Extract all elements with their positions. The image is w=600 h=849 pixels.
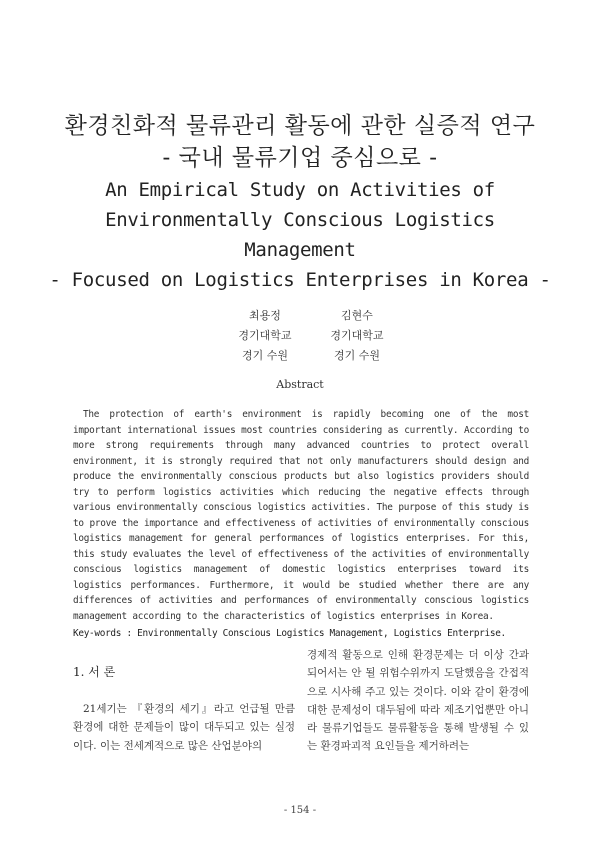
author-name: 김현수 (341, 309, 373, 322)
english-title-line-3: Management (244, 239, 356, 261)
abstract-heading: Abstract (276, 378, 324, 391)
english-title-line-1: An Empirical Study on Activities of (105, 179, 495, 201)
author-affiliation: 경기대학교 (330, 329, 384, 342)
abstract-text: The protection of earth's environment is rapidly becoming one of the most important international issues most countries considering as currently. According to more strong requirements through many advanced countries to protect overall environment, it is strongly required that not only manufacturers should design and produce the environmentally conscious products but also logistics providers should try to perform logistics activities which reducing the negative effects through various environmentally conscious logistics activities. The purpose of this study is to prove the importance and effectiveness of activities of environmentally conscious logistics management for general performances of logistics enterprises. For this, this study evaluates the level of effectiveness of the activities of environmentally conscious logistics management of domestic logistics enterprises toward its logistics performances. Furthermore, it would be studied whether there are any differences of activities and performances of environmentally conscious logistics management according to the characteristics of logistics enterprises in Korea. (73, 409, 529, 622)
english-title-line-2: Environmentally Conscious Logistics (105, 209, 495, 231)
body-column-right: 경제적 활동으로 인해 환경문제는 더 이상 간과되어서는 안 될 위험수위까지 도달했음을 간접적으로 시사해 주고 있는 것이다. 이와 같이 환경에 대한 문제성이 대두됨에 따라 제조기업뿐만 아니라 물류기업들도 물류활동을 통해 발생될 수 있는 환경파괴적 요인들을 제거하려는 (307, 649, 529, 753)
author-affiliation: 경기대학교 (238, 329, 292, 342)
author-name: 최용정 (249, 309, 281, 322)
body-column-left: 21세기는 『환경의 세기』라고 언급될 만큼 환경에 대한 문제들이 많이 대두되고 있는 실정이다. 이는 전세계적으로 많은 산업분야의 (73, 703, 295, 752)
korean-title: 환경친화적 물류관리 활동에 관한 실증적 연구 (64, 113, 536, 139)
author-location: 경기 수원 (333, 349, 380, 362)
english-title-line-4: - Focused on Logistics Enterprises in Korea - (49, 269, 551, 291)
author-location: 경기 수원 (241, 349, 288, 362)
author-2 (287, 306, 427, 366)
section-heading: 1. 서 론 (73, 665, 116, 679)
page-number: - 154 - (283, 805, 317, 816)
keywords: Key-words : Environmentally Conscious Logistics Management, Logistics Enterprise. (73, 628, 506, 639)
korean-subtitle: - 국내 물류기업 중심으로 - (162, 145, 438, 171)
